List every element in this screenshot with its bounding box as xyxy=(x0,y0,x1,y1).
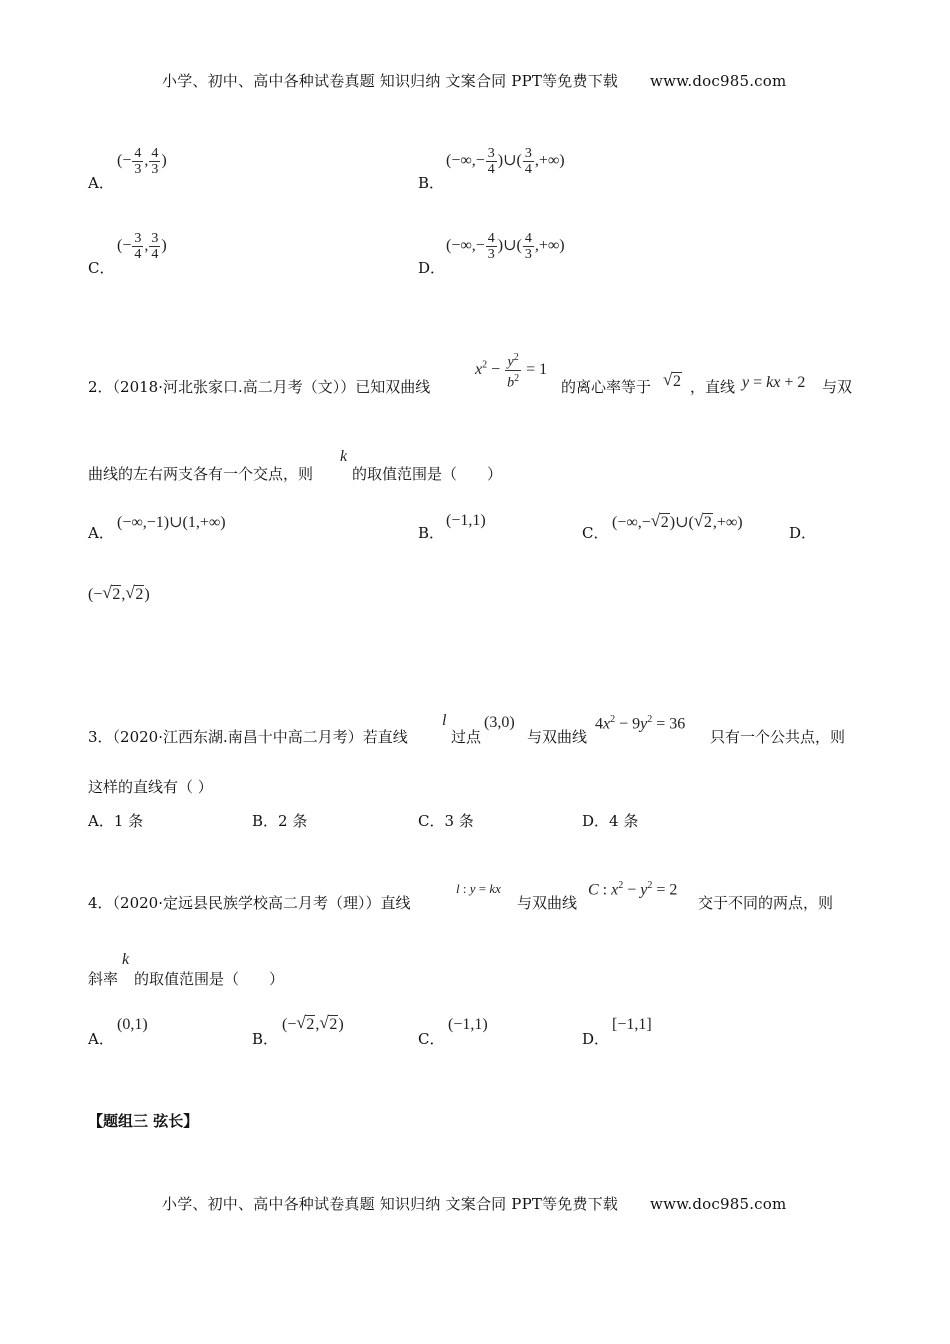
q2-option-d-label: D． xyxy=(789,524,817,542)
page-header xyxy=(162,70,786,91)
q2-option-a-label: A． xyxy=(88,524,114,542)
q4-number: 4． xyxy=(88,894,113,912)
q3-number: 3． xyxy=(88,728,113,746)
q3-option-c-value: 3 条 xyxy=(444,812,474,830)
q2-text1: 已知双曲线 xyxy=(355,378,431,396)
q2-option-c-value: (−∞,− √ 2)∪( √ 2,+∞) xyxy=(612,511,743,531)
q2-line2: 曲线的左右两支各有一个交点，则 xyxy=(88,465,314,483)
q2-eccentricity: √ 2 xyxy=(663,370,681,390)
q3-option-a-value: 1 条 xyxy=(113,812,144,830)
q1-option-a-label: A． xyxy=(88,174,114,192)
q3-option-d-label: D． xyxy=(582,812,610,830)
q4-line2b: 的取值范围是（ ） xyxy=(134,970,285,988)
q3-text4: 只有一个公共点，则 xyxy=(710,728,846,746)
q4-option-a-label: A． xyxy=(88,1030,114,1048)
q3-l-variable: l xyxy=(442,712,447,729)
q4-k-variable: k xyxy=(122,951,130,968)
q2-number: 2． xyxy=(88,378,113,396)
q3-option-b xyxy=(252,810,307,831)
q1-option-b-value: (−∞,− $\frac{3}{4}$ )∪( $\frac{3}{4}$ ,+∞) xyxy=(446,146,565,177)
q2-line1 xyxy=(88,376,430,397)
q3-option-b-label: B． xyxy=(252,812,279,830)
q2-line2b: 的取值范围是（ ） xyxy=(352,465,503,483)
q3-source: （2020·江西东湖.南昌十中高二月考） xyxy=(112,728,363,746)
footer-text: 小学、初中、高中各种试卷真题 知识归纳 文案合同 PPT等免费下载 xyxy=(162,1195,619,1213)
q3-option-b-value: 2 条 xyxy=(278,812,308,830)
q2-option-d-value: (− √ 2, √ 2) xyxy=(88,583,150,603)
q1-option-d-value: (−∞,− $\frac{4}{3}$ )∪( $\frac{4}{3}$ ,+∞) xyxy=(446,231,565,262)
q3-option-d-value: 4 条 xyxy=(609,812,639,830)
footer-site[interactable]: www.doc985.com xyxy=(650,1195,787,1213)
header-site[interactable]: www.doc985.com xyxy=(650,72,787,90)
q4-line-equation: l : y = kx xyxy=(456,881,501,896)
q2-option-c-label: C． xyxy=(582,524,609,542)
q4-line2: 斜率 xyxy=(88,970,119,988)
q2-line-equation: y = kx + 2 xyxy=(742,374,806,391)
q3-hyperbola-equation: $4x^2 - 9y^2 = 36$ xyxy=(595,714,686,733)
q3-option-a xyxy=(88,810,143,831)
page-footer xyxy=(162,1193,786,1214)
q4-source: （2020·定远县民族学校高二月考（理）） xyxy=(112,894,381,912)
q3-line1 xyxy=(88,726,408,747)
q3-option-a-label: A． xyxy=(88,812,114,830)
q1-option-d-label: D． xyxy=(418,259,446,277)
q3-text3: 与双曲线 xyxy=(527,728,588,746)
q2-text3: ，直线 xyxy=(690,378,736,396)
q1-option-c-value: (− $\frac{3}{4}$ , $\frac{3}{4}$ ) xyxy=(117,231,167,262)
q4-option-a-value: (0,1) xyxy=(117,1016,148,1033)
q3-point: (3,0) xyxy=(484,714,515,731)
q4-hyperbola-equation: C : $x^2 - y^2 = 2$ xyxy=(588,880,678,899)
section-title: 【题组三 弦长】 xyxy=(88,1112,199,1130)
q4-text3: 交于不同的两点，则 xyxy=(698,894,834,912)
q2-text2: 的离心率等于 xyxy=(561,378,652,396)
q1-option-b-label: B． xyxy=(418,174,445,192)
q1-option-a-value: (− $\frac{4}{3}$ , $\frac{4}{3}$ ) xyxy=(117,146,167,177)
q3-text2: 过点 xyxy=(451,728,482,746)
q4-option-b-label: B． xyxy=(252,1030,279,1048)
q2-option-a-value: (−∞,−1)∪(1,+∞) xyxy=(117,514,226,531)
q2-option-b-label: B． xyxy=(418,524,445,542)
q4-option-c-label: C． xyxy=(418,1030,445,1048)
q3-option-d xyxy=(582,810,638,831)
q2-hyperbola-equation: $x^2$ − $\frac{y^2}{b^2}$ = 1 xyxy=(475,352,548,391)
q3-text1: 若直线 xyxy=(362,728,408,746)
q3-option-c-label: C． xyxy=(418,812,445,830)
q4-text1: 直线 xyxy=(380,894,411,912)
q4-option-d-value: [−1,1] xyxy=(612,1016,652,1033)
q2-text4: 与双 xyxy=(822,378,853,396)
q3-line2: 这样的直线有（ ） xyxy=(88,778,213,796)
q3-option-c xyxy=(418,810,474,831)
q2-k-variable: k xyxy=(340,448,348,465)
q2-option-b-value: (−1,1) xyxy=(446,512,486,529)
q1-option-c-label: C． xyxy=(88,259,115,277)
q4-line1 xyxy=(88,892,411,913)
q4-option-c-value: (−1,1) xyxy=(448,1016,488,1033)
q4-text2: 与双曲线 xyxy=(517,894,578,912)
q4-option-b-value: (− √ 2, √ 2) xyxy=(282,1013,344,1033)
q4-option-d-label: D． xyxy=(582,1030,610,1048)
header-text: 小学、初中、高中各种试卷真题 知识归纳 文案合同 PPT等免费下载 xyxy=(162,72,619,90)
q2-source: （2018·河北张家口.高二月考（文）） xyxy=(112,378,356,396)
